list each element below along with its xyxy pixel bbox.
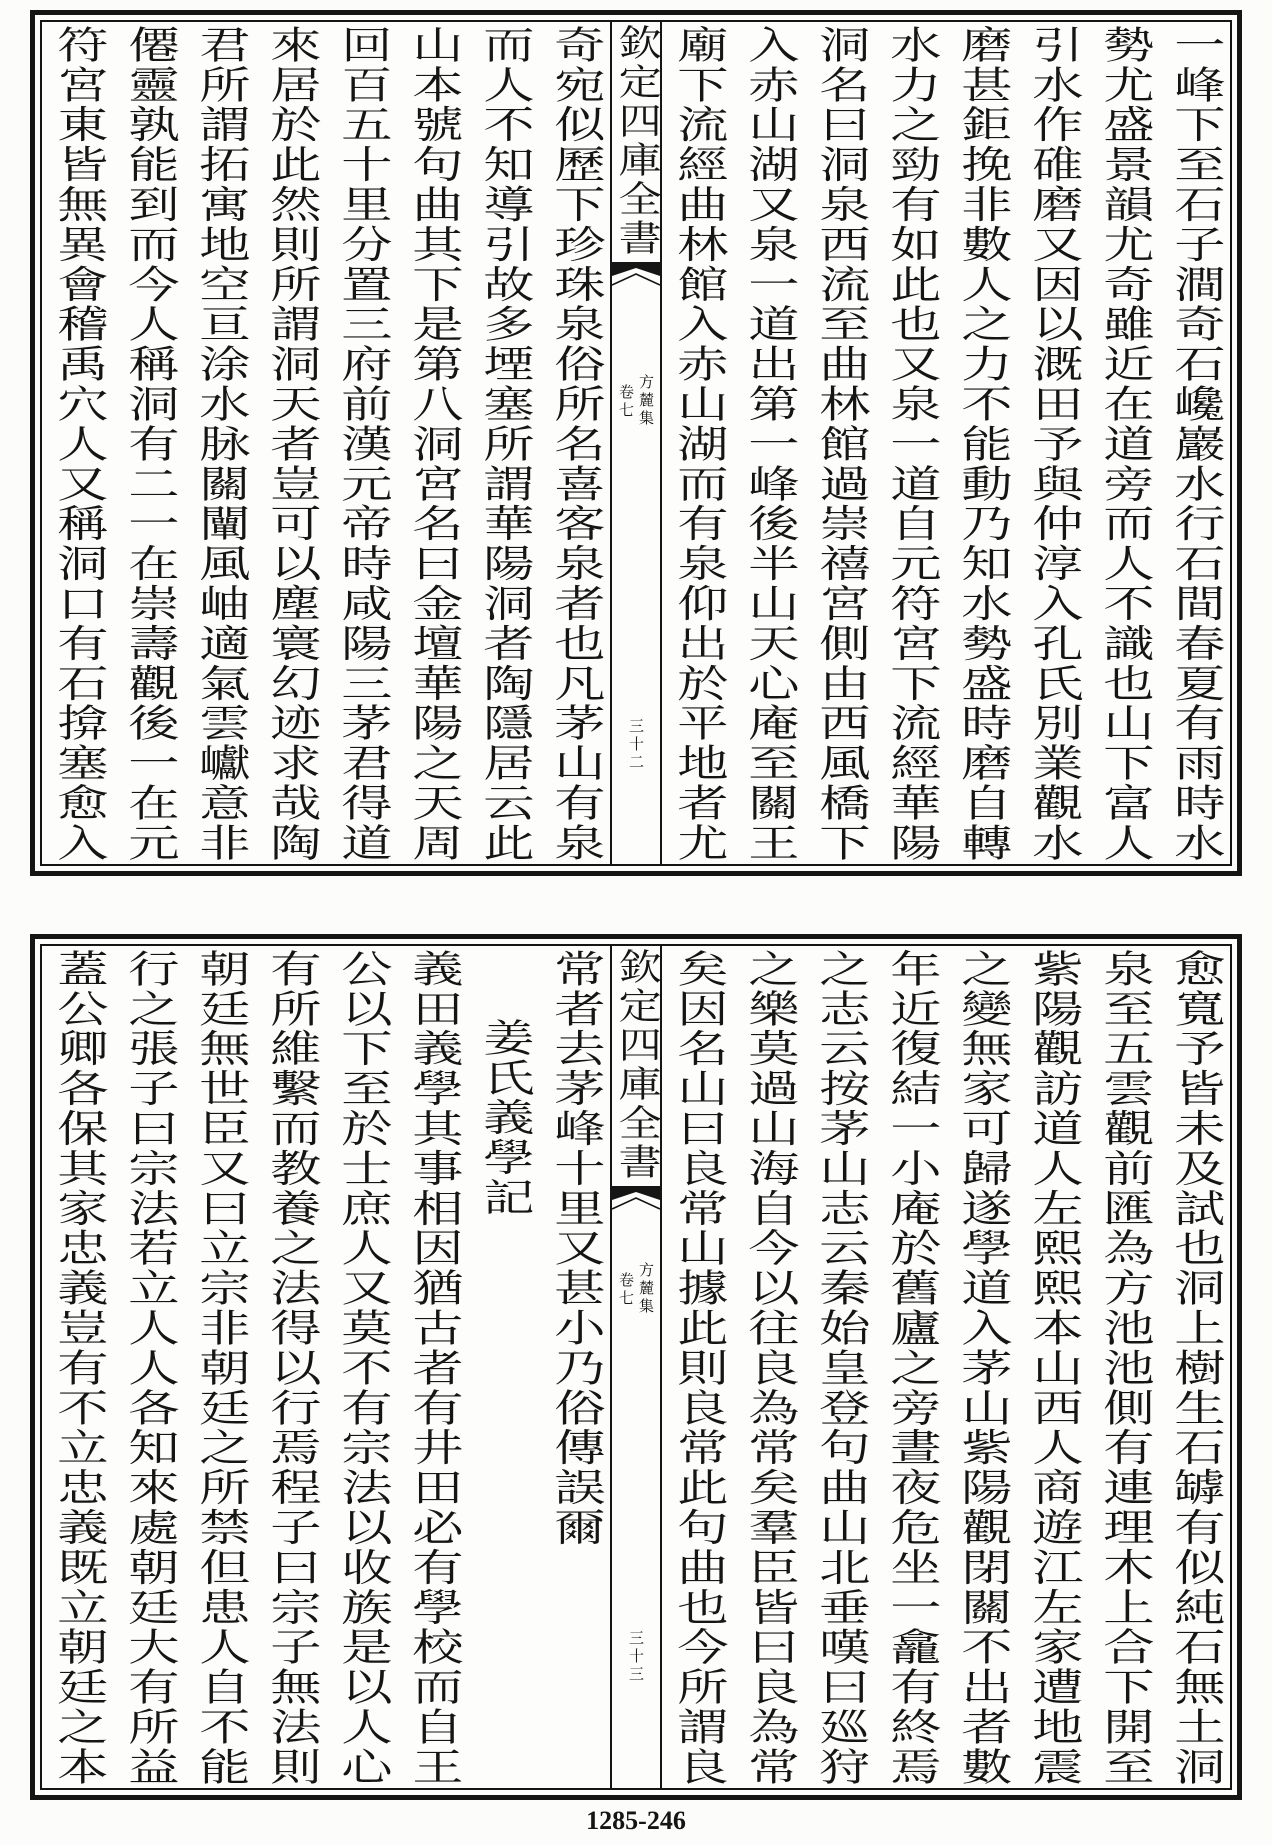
volume-number: 卷七: [617, 384, 635, 420]
text-column: 一峰下至石子澗奇石巉巖水行石間春夏有雨時水: [1165, 25, 1225, 863]
text-column: 奇宛似歷下珍珠泉俗所名喜客泉者也凡茅山有泉: [545, 25, 605, 863]
text-column: 廟下流經曲林館入赤山湖而有泉仰出於平地者尤: [668, 25, 728, 863]
book-title: 方麓集: [637, 1262, 655, 1316]
text-column: 之樂莫過山海自今以往良為常矣羣臣皆曰良為常: [739, 949, 799, 1787]
text-column: 公以下至於士庶人又莫不有宗法以收族是以人心: [332, 949, 392, 1787]
essay-title: 姜氏義學記: [474, 1018, 534, 1218]
series-title: 欽定四庫全書: [612, 24, 662, 258]
text-column: 常者去茅峰十里又甚小乃俗傳誤爾: [545, 949, 605, 1548]
upper-folio-frame: [40, 20, 1232, 866]
text-column: 之志云按茅山志云秦始皇登句曲山北垂嘆曰廵狩: [810, 949, 870, 1787]
text-column: 泉至五雲觀前匯為方池池側有連理木上合下開至: [1094, 949, 1154, 1787]
text-column: 來居於此然則所謂洞天者豈可以塵寰幻迹求哉陶: [261, 25, 321, 863]
text-column: 愈寬予皆未及試也洞上樹生石罅有似純石無土洞: [1165, 949, 1225, 1787]
text-column: 義田義學其事相因猶古者有井田必有學校而自王: [403, 949, 463, 1787]
text-column: 年近復結一小庵於舊廬之旁晝夜危坐一龕有終焉: [881, 949, 941, 1787]
text-column: 行之張子曰宗法若立人人各知來處朝廷大有所益: [119, 949, 179, 1787]
book-title: 方麓集: [637, 374, 655, 428]
text-column: 僊靈孰能到而今人稱洞有二一在崇壽觀後一在元: [119, 25, 179, 863]
text-column: 引水作碓磨又因以溉田予與仲淳入孔氏別業觀水: [1023, 25, 1083, 863]
lower-folio: [30, 934, 1242, 1800]
text-column: 勢尤盛景韻尤奇雖近在道旁而人不識也山下富人: [1094, 25, 1154, 863]
folio-number: 三十三: [627, 1630, 645, 1684]
text-column: 紫陽觀訪道人左熙熙本山西人商遊江左家遭地震: [1023, 949, 1083, 1787]
text-column: 入赤山湖又泉一道出第一峰後半山天心庵至關王: [739, 25, 799, 863]
text-column: 有所維繫而教養之法得以行焉程子曰宗子無法則: [261, 949, 321, 1787]
text-column: 而人不知導引故多堙塞所謂華陽洞者陶隱居云此: [474, 25, 534, 863]
text-column: 磨甚鉅挽非數人之力不能動乃知水勢盛時磨自轉: [952, 25, 1012, 863]
text-column: 回百五十里分置三府前漢元帝時咸陽三茅君得道: [332, 25, 392, 863]
text-column: 矣因名山曰良常山據此則良常此句曲也今所謂良: [668, 949, 728, 1787]
text-column: 洞名曰洞泉西流至曲林館過崇禧宮側由西風橋下: [810, 25, 870, 863]
upper-folio: [30, 10, 1242, 876]
text-column: 山本號句曲其下是第八洞宮名曰金壇華陽之天周: [403, 25, 463, 863]
volume-number: 卷七: [617, 1272, 635, 1308]
text-column: 符宮東皆無異會稽禹穴人又稱洞口有石揜塞愈入: [48, 25, 108, 863]
text-column: 水力之勁有如此也又泉一道自元符宮下流經華陽: [881, 25, 941, 863]
text-column: 蓋公卿各保其家忠義豈有不立忠義既立朝廷之本: [48, 949, 108, 1787]
page-label: 1285-246: [586, 1806, 686, 1835]
folio-number: 三十二: [627, 718, 645, 772]
text-column: 君所謂拓寓地空亘涂水脉關闡風岫適氣雲巘意非: [190, 25, 250, 863]
text-column: 朝廷無世臣又曰立宗非朝廷之所禁但患人自不能: [190, 949, 250, 1787]
lower-folio-frame: [40, 944, 1232, 1790]
series-title: 欽定四庫全書: [612, 948, 662, 1182]
text-column: 之變無家可歸遂學道入茅山紫陽觀閉關不出者數: [952, 949, 1012, 1787]
